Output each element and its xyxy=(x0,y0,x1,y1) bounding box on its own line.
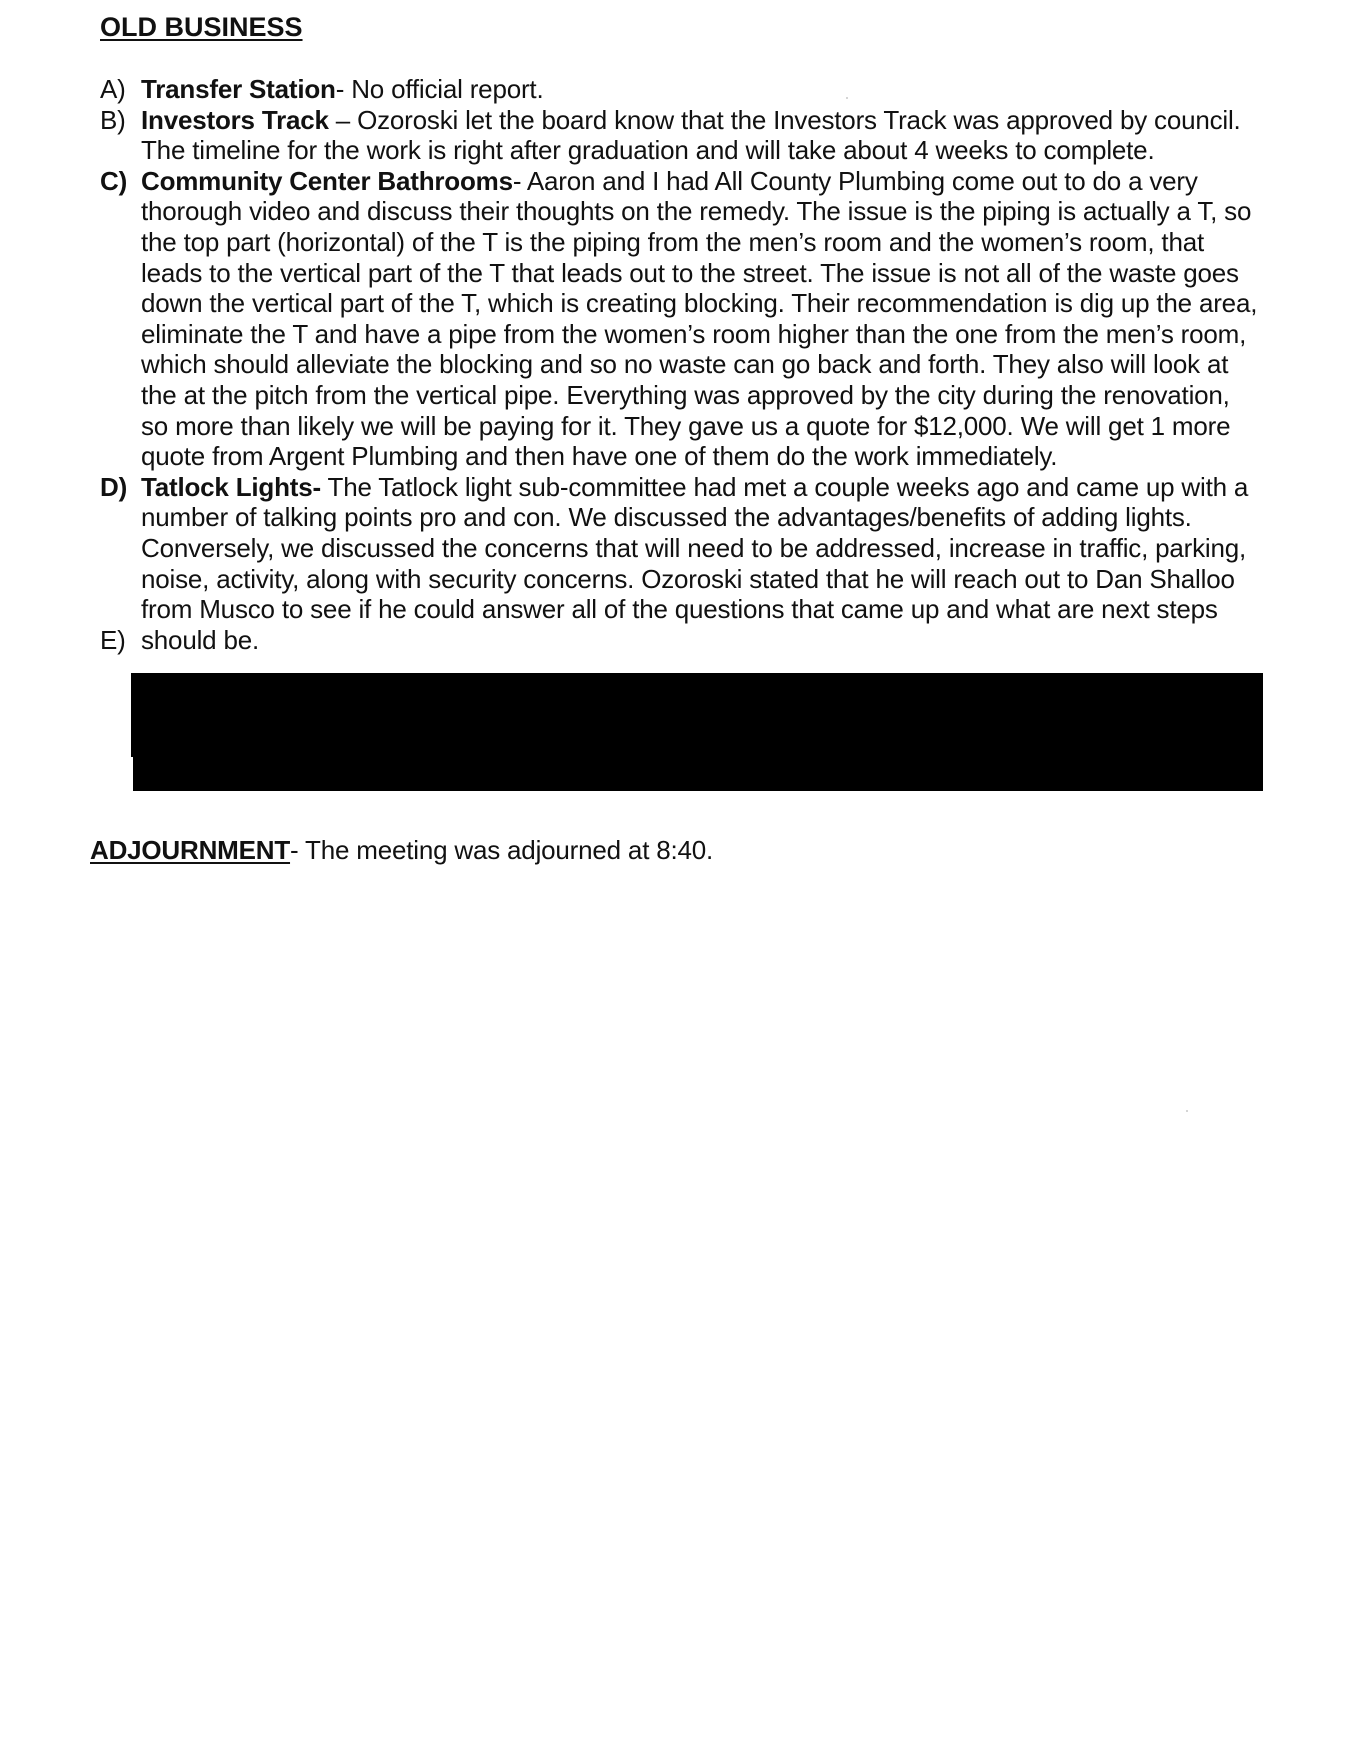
item-title: Investors Track xyxy=(141,104,329,135)
item-title: Community Center Bathrooms xyxy=(141,165,513,196)
item-transfer-station xyxy=(100,74,1260,105)
item-marker: A) xyxy=(100,74,126,104)
item-community-center-bathrooms xyxy=(100,166,1260,472)
old-business-list xyxy=(100,74,1260,735)
item-marker: E) xyxy=(100,624,126,655)
item-marker: D) xyxy=(100,471,128,502)
scan-speck xyxy=(1186,1110,1188,1112)
item-investors-track xyxy=(100,105,1260,166)
item-text: - No official report. xyxy=(335,74,544,104)
item-tatlock-lights xyxy=(100,471,1260,655)
item-text: - Aaron and I had All County Plumbing come out to do a very thorough video and discuss their thoughts on the remedy. The issue is the piping is actually a T, so the top part (horizontal) of the T is the piping from the men’s room and the women’s room, that leads to the vertical part of the T that leads out to the street. The issue is not all of the waste goes down the vertical part of the T, which is creating blocking. Their recommendation is dig up the area, eliminate the T and have a pipe from the women’s room higher than the one from the men’s room, which should alleviate the blocking and so no waste can go back and forth. They also will look at the at the pitch from the vertical pipe. Everything was approved by the city during the renovation, so more than likely we will be paying for it. They gave us a quote for $12,000. We will get 1 more quote from Argent Plumbing and then have one of them do the work immediately. xyxy=(141,165,1258,472)
item-title: Transfer Station xyxy=(141,74,336,104)
item-title: Tatlock Lights- xyxy=(141,471,321,502)
item-text: – Ozoroski let the board know that the Investors Track was approved by council. The timeline for the work is right after graduation and will take about 4 weeks to complete. xyxy=(141,104,1241,166)
scan-speck xyxy=(846,97,848,99)
item-marker: C) xyxy=(100,165,128,196)
adjournment-label: ADJOURNMENT xyxy=(90,835,291,865)
old-business-heading: OLD BUSINESS xyxy=(100,12,303,42)
redaction-block xyxy=(133,673,1263,791)
item-text: The Tatlock light sub-committee had met a couple weeks ago and came up with a number of talking points pro and con. We discussed the advantages/benefits of adding lights. Conversely, we discussed the concerns that will need to be addressed, increase in traffic, parking, noise, activity, along with security concerns. Ozoroski stated that he will reach out to Dan Shalloo from Musco to see if he could answer all of the questions that came up and what are next steps should be. xyxy=(141,471,1249,655)
adjournment-line xyxy=(90,835,713,866)
adjournment-text: - The meeting was adjourned at 8:40. xyxy=(290,835,714,865)
item-marker: B) xyxy=(100,104,126,135)
